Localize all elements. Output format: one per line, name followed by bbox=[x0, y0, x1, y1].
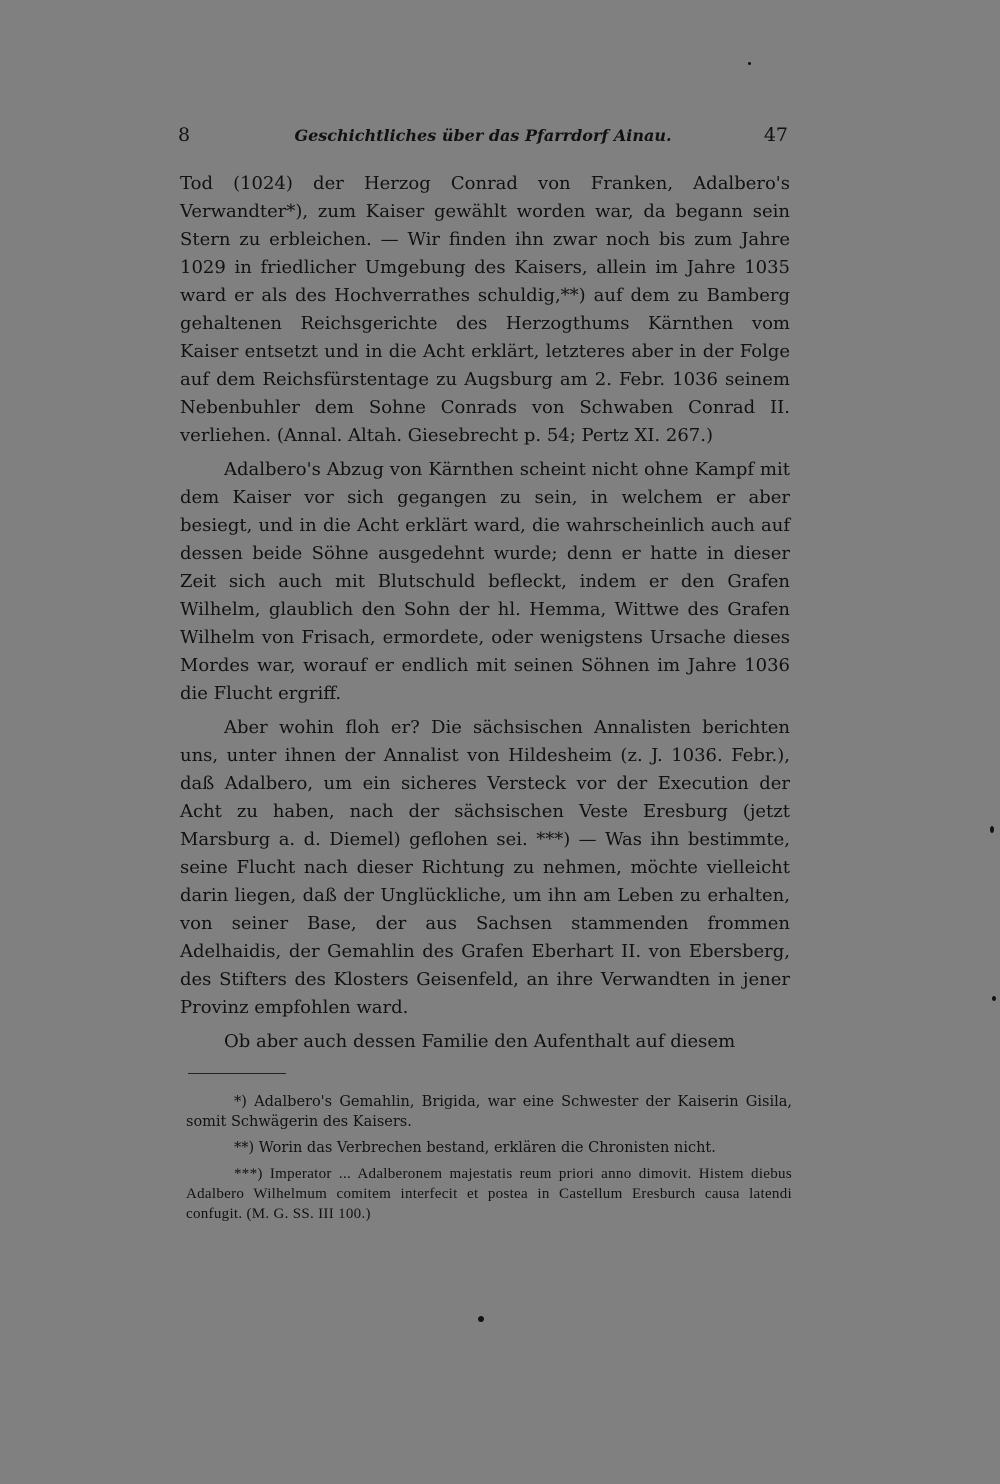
footnote-3: ***) Imperator ... Adalberonem majestatis reum priori anno dimovit. Histem diebus Adalbero Wilhelmum comitem interfecit et postea in Castellum Eresburch causa latendi confugit. (M. G. SS. III 100.) bbox=[186, 1166, 792, 1222]
paragraph-4: Ob aber auch dessen Familie den Aufenthalt auf diesem bbox=[224, 1031, 736, 1052]
scan-speck bbox=[992, 996, 996, 1001]
footnote-divider bbox=[188, 1073, 286, 1074]
main-text bbox=[180, 170, 790, 1062]
paragraph-1: Tod (1024) der Herzog Conrad von Franken, Adalbero's Verwandter*), zum Kaiser gewählt worden war, da begann sein Stern zu erbleichen. — Wir finden ihn zwar noch bis zum Jahre 1029 in friedlicher Umgebung des Kaisers, allein im Jahre 1035 ward er als des Hochverrathes schuldig,**) auf dem zu Bamberg gehaltenen Reichsgerichte des Herzogthums Kärnthen vom Kaiser entsetzt und in die Acht erklärt, letzteres aber in der Folge auf dem Reichsfürstentage zu Augsburg am 2. Febr. 1036 seinem Nebenbuhler dem Sohne Conrads von Schwaben Conrad II. verliehen. (Annal. Altah. Giesebrecht p. 54; Pertz XI. 267.) bbox=[180, 173, 790, 446]
page-header bbox=[178, 124, 788, 154]
scan-speck bbox=[478, 1316, 484, 1322]
page-number-right: 47 bbox=[763, 124, 788, 146]
footnote-2: **) Worin das Verbrechen bestand, erklären die Chronisten nicht. bbox=[234, 1140, 716, 1156]
page-number-left: 8 bbox=[178, 124, 191, 146]
paragraph-2: Adalbero's Abzug von Kärnthen scheint nicht ohne Kampf mit dem Kaiser vor sich gegangen zu sein, in welchem er aber besiegt, und in die Acht erklärt ward, die wahrscheinlich auch auf dessen beide Söhne ausgedehnt wurde; denn er hatte in dieser Zeit sich auch mit Blutschuld befleckt, indem er den Grafen Wilhelm, glaublich den Sohn der hl. Hemma, Wittwe des Grafen Wilhelm von Frisach, ermordete, oder wenigstens Ursache dieses Mordes war, worauf er endlich mit seinen Söhnen im Jahre 1036 die Flucht ergriff. bbox=[180, 459, 790, 704]
scan-speck bbox=[748, 62, 751, 65]
paragraph-3: Aber wohin floh er? Die sächsischen Annalisten berichten uns, unter ihnen der Annalist von Hildesheim (z. J. 1036. Febr.), daß Adalbero, um ein sicheres Versteck vor der Execution der Acht zu haben, nach der sächsischen Veste Eresburg (jetzt Marsburg a. d. Diemel) geflohen sei. ***) — Was ihn bestimmte, seine Flucht nach dieser Richtung zu nehmen, möchte vielleicht darin liegen, daß der Unglückliche, um ihn am Leben zu erhalten, von seiner Base, der aus Sachsen stammenden frommen Adelhaidis, der Gemahlin des Grafen Eberhart II. von Ebersberg, des Stifters des Klosters Geisenfeld, an ihre Verwandten in jener Provinz empfohlen ward. bbox=[180, 717, 790, 1018]
running-title: Geschichtliches über das Pfarrdorf Ainau. bbox=[294, 126, 672, 145]
scan-speck bbox=[990, 826, 994, 833]
footnote-1: *) Adalbero's Gemahlin, Brigida, war eine Schwester der Kaiserin Gisila, somit Schwägerin des Kaisers. bbox=[186, 1094, 792, 1130]
footnotes bbox=[186, 1092, 792, 1230]
